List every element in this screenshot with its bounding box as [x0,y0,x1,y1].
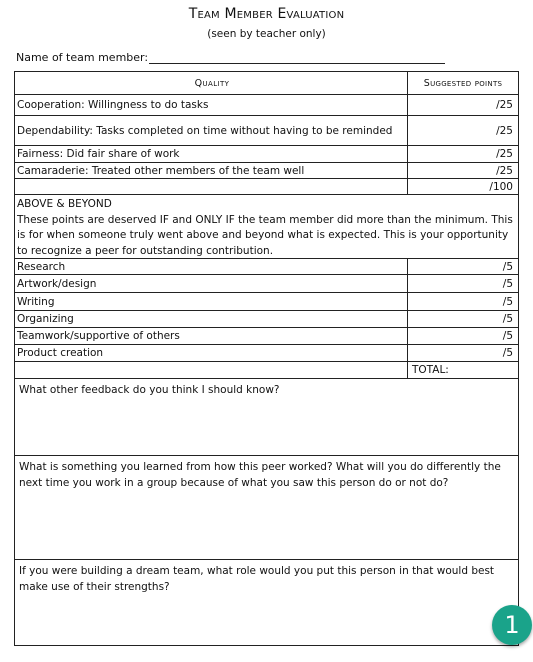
subtotal-points-cell[interactable]: /100 [489,180,513,193]
total-points-cell[interactable]: TOTAL: [412,364,449,376]
row-label: Cooperation: Willingness to do tasks [15,95,408,115]
bonus-row [15,259,518,275]
table-row [15,146,518,163]
bonus-row-label: Product creation [15,345,408,361]
feedback-question-box[interactable] [15,379,518,456]
bonus-row [15,293,518,311]
bonus-row-label: Research [15,259,408,274]
bonus-points-cell[interactable]: /5 [502,330,513,342]
table-row [15,163,518,179]
bonus-points-cell[interactable]: /5 [502,260,513,273]
row-label: Dependability: Tasks completed on time without having to be reminded [15,116,408,145]
page-number-badge: 1 [492,605,532,645]
question-text: If you were building a dream team, what role would you put this person in that would best make use of their strengths? [19,565,495,593]
bonus-row [15,328,518,345]
bonus-points-cell[interactable]: /5 [502,347,513,359]
row-points-cell[interactable]: /25 [496,148,513,160]
row-points-cell[interactable]: /25 [496,99,513,111]
bonus-row-label: Teamwork/supportive of others [15,328,408,344]
bonus-row [15,345,518,362]
row-label [15,179,408,194]
bonus-row-label: Artwork/design [15,275,408,292]
bonus-points-cell[interactable]: /5 [502,313,513,325]
above-beyond-section [15,195,518,259]
document-title: Team Member Evaluation [188,6,345,22]
total-row [15,362,518,379]
dream-team-question-box[interactable] [15,560,518,645]
table-header-row [15,72,518,95]
row-label: Fairness: Did fair share of work [15,146,408,162]
points-column-header: Suggested points [423,77,503,89]
question-text: What other feedback do you think I should know? [19,384,280,396]
evaluation-form [14,71,519,646]
row-points-cell[interactable]: /25 [496,124,513,137]
bonus-points-cell[interactable]: /5 [502,295,513,308]
name-input-line[interactable] [149,51,445,64]
quality-column-header: Quality [15,72,408,94]
learned-question-box[interactable] [15,456,518,560]
document-subtitle: (seen by teacher only) [207,28,326,40]
subtotal-row [15,179,518,195]
name-label: Name of team member: [16,51,149,64]
total-row-blank [15,362,408,378]
bonus-row [15,275,518,293]
row-label: Camaraderie: Treated other members of the team well [15,163,408,178]
above-beyond-title: ABOVE & BEYOND [17,198,112,210]
question-text: What is something you learned from how this peer worked? What will you do differently the next time you work in a group because of what you saw this person do or not do? [19,461,501,489]
bonus-row [15,311,518,328]
bonus-row-label: Organizing [15,311,408,327]
above-beyond-description: These points are deserved IF and ONLY IF the team member did more than the minimum. This is for when someone truly went above and beyond what is expected. This is your opportunity to recognize a peer for outstanding contribution. [17,213,513,257]
table-row [15,95,518,116]
name-field-row [16,51,445,64]
row-points-cell[interactable]: /25 [496,164,513,177]
bonus-points-cell[interactable]: /5 [502,277,513,290]
table-row [15,116,518,146]
bonus-row-label: Writing [15,293,408,310]
